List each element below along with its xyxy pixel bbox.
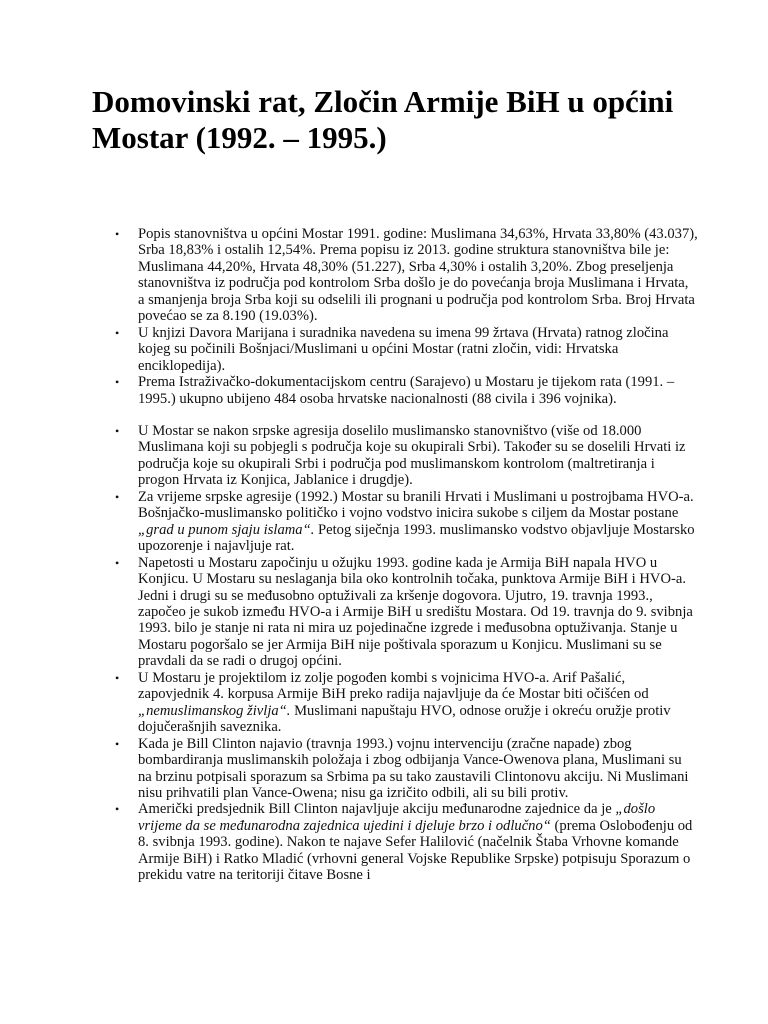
list-item-text: Popis stanovništva u općini Mostar 1991. godine: Muslimana 34,63%, Hrvata 33,80% (43.037), Srba 18,83% i ostalih 12,54%. Prema popisu iz 2013. godine struktura stanovništva bile je: Muslimana 44,20%, Hrvata 48,30% (51.227), Srba 4,30% i ostalih 3,20%. Zbog preseljenja stanovništva iz područja pod kontrolom Srba došlo je do povećanja broja Muslimana i Hrvata, a smanjenja broja Srba koji su odselili ili prognani u područja pod kontrolom Srba. Broj Hrvata povećao se za 8.190 (19.03%). [138, 226, 698, 325]
list-item-text: Američki predsjednik Bill Clinton najavljuje akciju međunarodne zajednice da je [138, 801, 616, 818]
list-item [115, 554, 698, 670]
bullet-icon: • [115, 802, 120, 817]
list-item-text: Muslimani napuštaju HVO, odnose oružje i okreću oružje protiv dojučerašnjih saveznika. [138, 702, 671, 736]
bullet-icon: • [115, 670, 120, 685]
list-item-text: (prema Oslobođenju od 8. svibnja 1993. godine). Nakon te najave Sefer Halilović (načelnik Štaba Vrhovne komande Armije BiH) i Ratko Mladić (vrhovni general Vojske Republike Srpske) potpisuju Sporazum o prekidu vatre na teritoriji čitave Bosne i [138, 817, 693, 884]
bullet-icon: • [115, 555, 120, 570]
bullet-icon: • [115, 489, 120, 504]
bullet-icon: • [115, 227, 120, 241]
list-item-text: Za vrijeme srpske agresije (1992.) Mostar su branili Hrvati i Muslimani u postrojbama HVO-a. Bošnjačko-muslimansko političko i vojno vodstvo inicira sukobe s ciljem da Mostar postane [138, 488, 694, 522]
quote-text: „grad u punom sjaju islama“. [138, 521, 315, 538]
bullet-icon: • [115, 736, 120, 751]
bullet-list [92, 226, 698, 884]
document-title: Domovinski rat, Zločin Armije BiH u općini Mostar (1992. – 1995.) [92, 84, 674, 155]
list-item [115, 669, 698, 736]
list-item [115, 735, 698, 802]
quote-text: „nemuslimanskog življa“. [138, 702, 291, 719]
list-item [115, 801, 698, 884]
list-item [115, 422, 698, 489]
bullet-icon: • [115, 375, 120, 390]
bullet-icon: • [115, 423, 120, 438]
list-item-text: U Mostar se nakon srpske agresija doselilo muslimansko stanovništvo (više od 18.000 Muslimana koji su pobjegli s područja koje su okupirali Srbi). Također su se doselili Hrvati iz područja koje su okupirali Srbi i područja pod muslimanskom kontrolom (maltretiranja i progon Hrvata iz Konjica, Jablanice i drugdje). [138, 422, 686, 489]
list-item [115, 324, 698, 374]
list-item [115, 226, 698, 325]
list-item-text: U knjizi Davora Marijana i suradnika navedena su imena 99 žrtava (Hrvata) ratnog zločina kojeg su počinili Bošnjaci/Muslimani u općini Mostar (ratni zločin, vidi: Hrvatska enciklopedija). [138, 324, 669, 374]
list-item-text: U Mostaru je projektilom iz zolje pogođen kombi s vojnicima HVO-a. Arif Pašalić, zapovjednik 4. korpusa Armije BiH preko radija najavljuje da će Mostar biti očišćen od [138, 669, 649, 703]
quote-text: „došlo vrijeme da se međunarodna zajednica ujedini i djeluje brzo i odlučno“ [138, 801, 656, 834]
bullet-icon: • [115, 325, 120, 340]
list-item-text: Petog siječnja 1993. muslimansko vodstvo objavljuje Mostarsko upozorenje i najavljuje rat. [138, 521, 695, 555]
list-item [115, 488, 698, 555]
list-item-text: Napetosti u Mostaru započinju u ožujku 1993. godine kada je Armija BiH napala HVO u Konjicu. U Mostaru su neslaganja bila oko kontrolnih točaka, punktova Armije BiH i HVO-a. Jedni i drugi su se međusobno optuživali za kršenje dogovora. Ujutro, 19. travnja 1993., započeo je sukob između HVO-a i Armije BiH u središtu Mostara. Od 19. travnja do 9. svibnja 1993. bilo je stanje ni rata ni mira uz pojedinačne izgrede i međusobna optuživanja. Stanje u Mostaru pogoršalo se jer Armija BiH nije poštivala sporazum u Konjicu. Muslimani su se pravdali da se radi o drugoj općini. [138, 554, 693, 670]
list-item-text: Prema Istraživačko-dokumentacijskom centru (Sarajevo) u Mostaru je tijekom rata (1991. – 1995.) ukupno ubijeno 484 osoba hrvatske nacionalnosti (88 civila i 396 vojnika). [138, 374, 675, 407]
list-item-text: Kada je Bill Clinton najavio (travnja 1993.) vojnu intervenciju (zračne napade) zbog bombardiranja muslimanskih položaja i zbog odbijanja Vance-Owenova plana, Muslimani su na brzinu potpisali sporazum sa Srbima pa su tako zaustavili Clintonovu akciju. Ni Muslimani nisu prihvatili plan Vance-Owena; nisu ga izričito odbili, ali su bili protiv. [138, 735, 689, 801]
list-item [115, 374, 698, 407]
